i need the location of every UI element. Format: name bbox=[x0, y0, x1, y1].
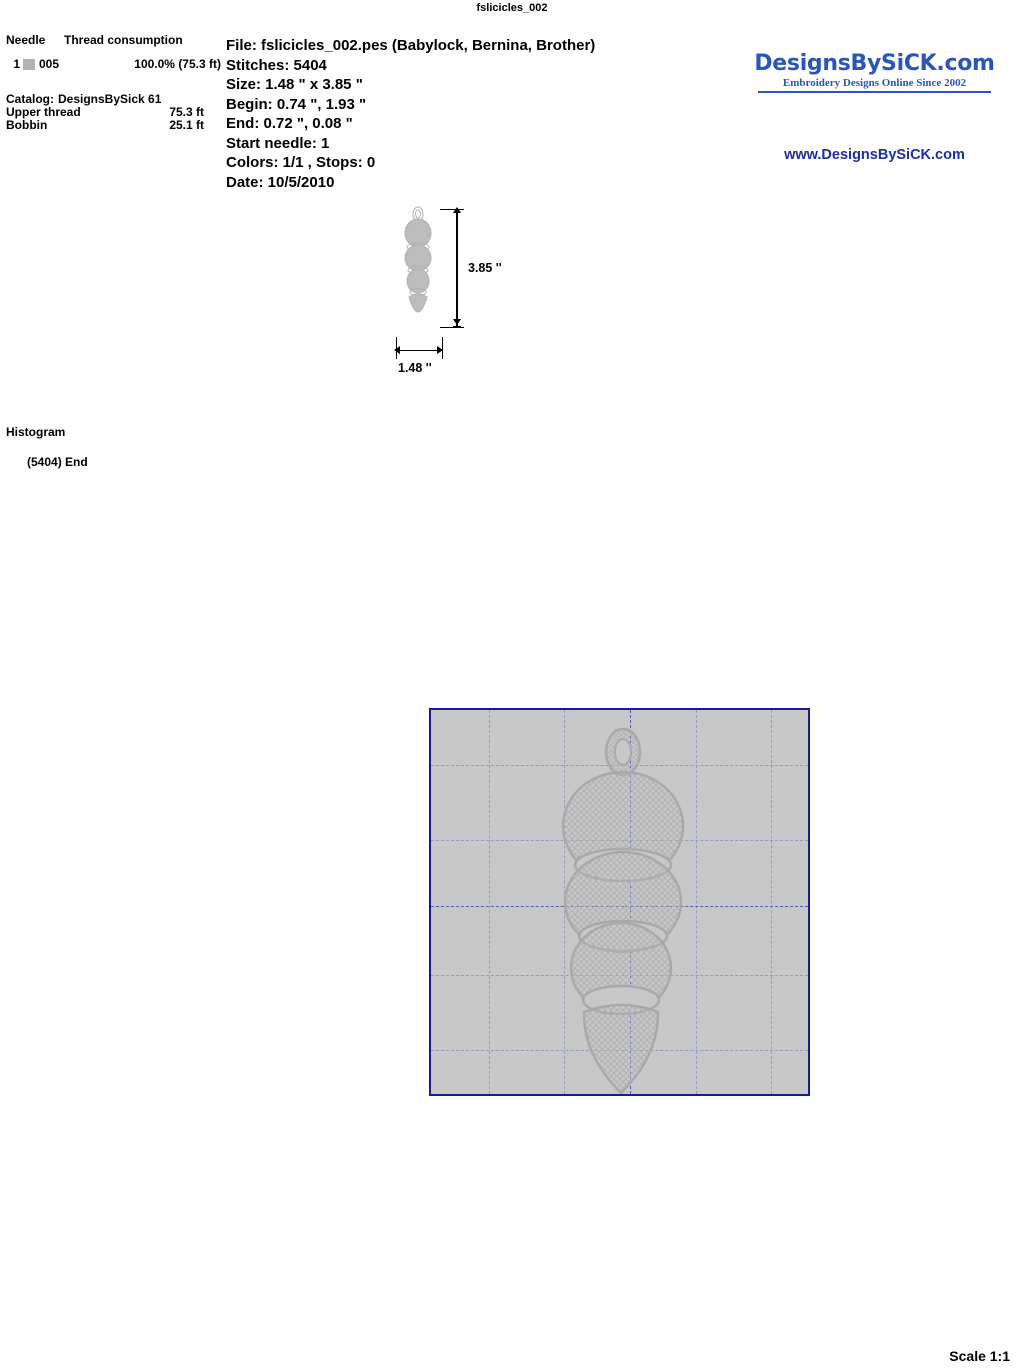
arrow-up-icon bbox=[453, 207, 461, 213]
site-url: www.DesignsBySiCK.com bbox=[784, 147, 965, 163]
design-canvas bbox=[429, 708, 810, 1096]
catalog-value: DesignsBySick 61 bbox=[58, 92, 162, 106]
page-title: fslicicles_002 bbox=[476, 2, 548, 14]
info-date: Date: 10/5/2010 bbox=[226, 173, 335, 191]
bobbin-row bbox=[6, 119, 204, 132]
column-header-thread-consumption: Thread consumption bbox=[64, 33, 183, 47]
arrow-down-icon bbox=[453, 319, 461, 325]
histogram-end-entry: (5404) End bbox=[27, 455, 88, 469]
info-colors: Colors: 1/1 , Stops: 0 bbox=[226, 154, 376, 171]
width-dimension-line bbox=[396, 350, 442, 351]
needle-index: 1 bbox=[13, 57, 20, 71]
upper-thread-label: Upper thread bbox=[6, 105, 81, 119]
info-size: Size: 1.48 " x 3.85 " bbox=[226, 76, 363, 93]
design-stitch-render bbox=[431, 710, 808, 1094]
preview-thumbnail bbox=[392, 205, 444, 333]
thread-code: 005 bbox=[39, 57, 60, 71]
column-header-needle: Needle bbox=[6, 33, 46, 47]
info-stitches: Stitches: 5404 bbox=[226, 56, 327, 74]
catalog-label: Catalog: bbox=[6, 92, 54, 106]
brand-logo-text: DesignsBySiCK.com bbox=[754, 51, 995, 76]
bobbin-value: 25.1 ft bbox=[169, 118, 204, 132]
arrow-left-icon bbox=[394, 346, 400, 354]
needle-table bbox=[6, 33, 221, 71]
info-start-needle: Start needle: 1 bbox=[226, 134, 330, 152]
design-info bbox=[226, 36, 595, 192]
height-dimension-label: 3.85 '' bbox=[468, 261, 502, 275]
upper-thread-value: 75.3 ft bbox=[169, 105, 204, 119]
thread-color-swatch bbox=[23, 59, 35, 70]
thread-summary bbox=[6, 93, 204, 132]
design-preview bbox=[392, 205, 532, 380]
brand-logo-underline bbox=[758, 91, 991, 93]
info-end: End: 0.72 ", 0.08 " bbox=[226, 115, 353, 132]
info-file: File: fslicicles_002.pes (Babylock, Bernina, Brother) bbox=[226, 37, 596, 54]
table-row bbox=[6, 57, 221, 71]
arrow-right-icon bbox=[437, 346, 443, 354]
info-begin: Begin: 0.74 ", 1.93 " bbox=[226, 95, 367, 113]
thread-length-value: (75.3 ft) bbox=[178, 57, 221, 71]
brand-logo bbox=[752, 52, 997, 93]
thread-percent-value: 100.0% bbox=[134, 57, 175, 71]
dimension-tick-bottom bbox=[440, 327, 464, 328]
scale-label: Scale 1:1 bbox=[949, 1348, 1010, 1364]
needle-table-header bbox=[6, 33, 221, 47]
width-dimension-label: 1.48 '' bbox=[398, 361, 432, 375]
histogram-title: Histogram bbox=[6, 425, 66, 439]
bobbin-label: Bobbin bbox=[6, 118, 48, 132]
thread-percent bbox=[134, 57, 221, 71]
brand-logo-tagline: Embroidery Designs Online Since 2002 bbox=[782, 77, 967, 89]
preview-design-svg bbox=[392, 205, 444, 333]
height-dimension-line bbox=[456, 209, 458, 327]
